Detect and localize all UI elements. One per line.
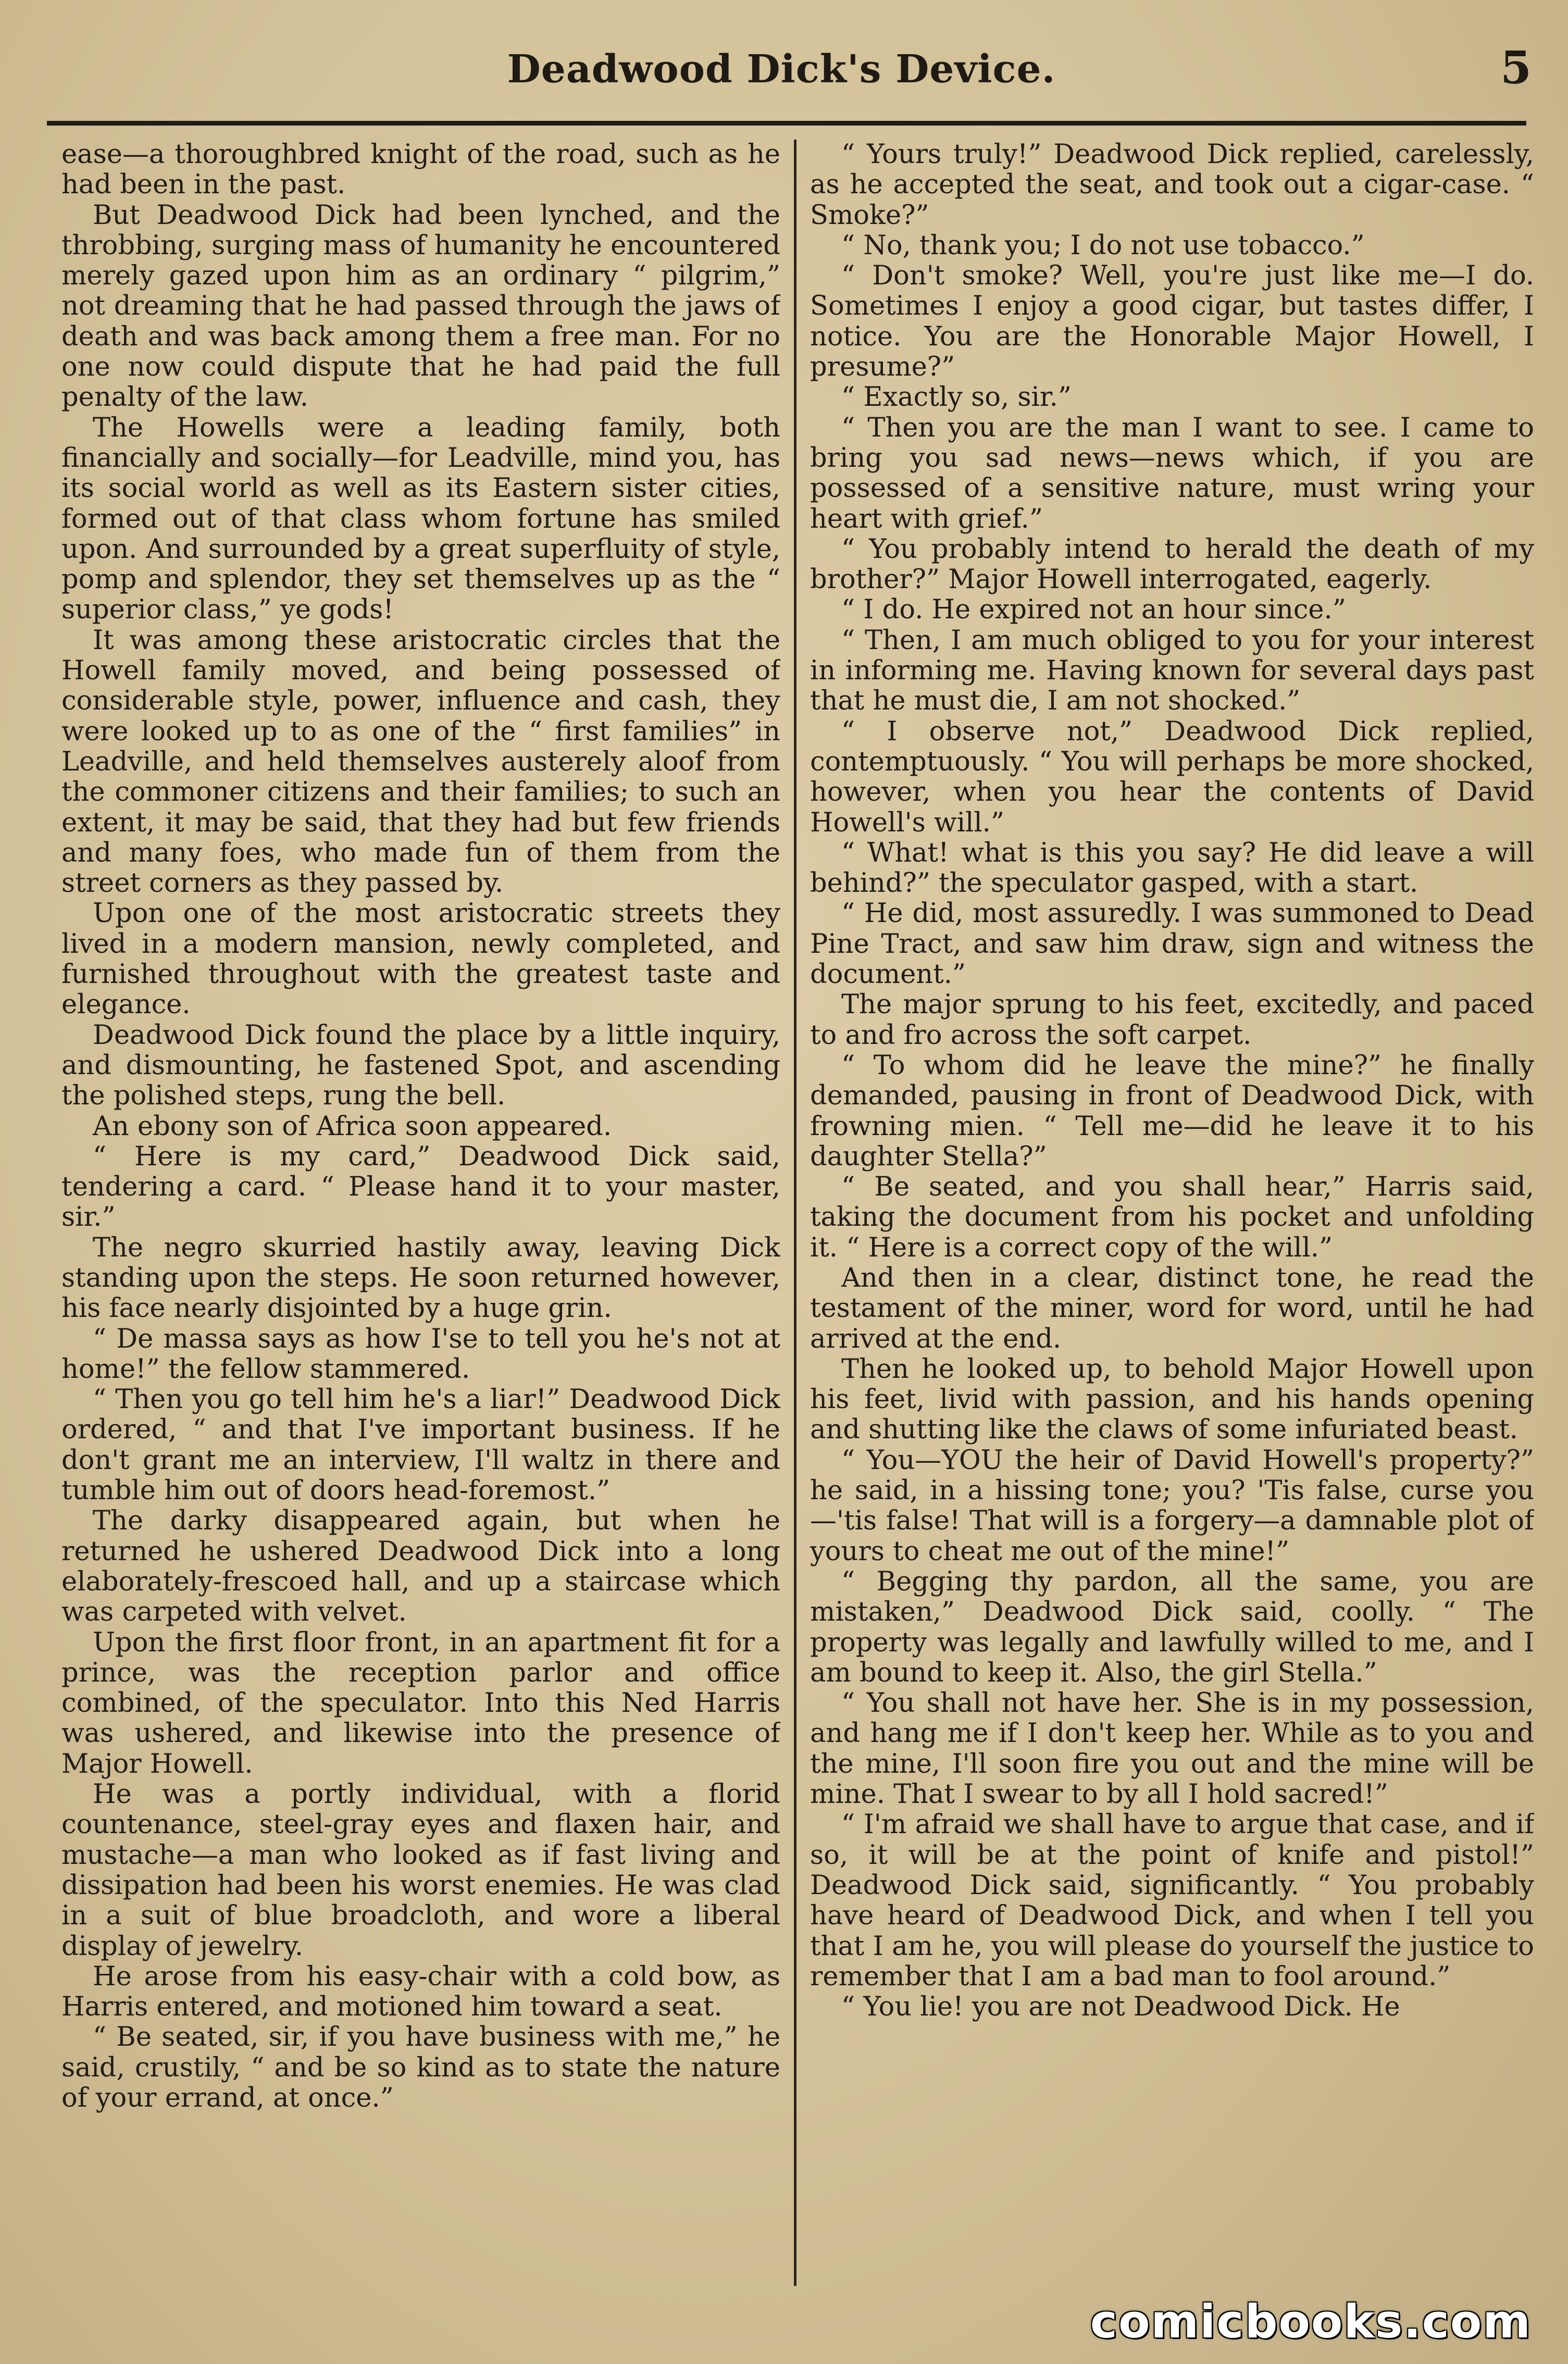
paragraph: It was among these aristocratic circles that the Howell family moved, and being possessed of considerable style, power, influence and cash, they were looked up to as one of the “ first families” in Leadville, and held themselves austerely aloof from the commoner citizens and their families; to such an extent, it may be said, that they had but few friends and many foes, who made fun of them from the street corners as they passed by. — [61, 625, 780, 899]
paragraph: “ No, thank you; I do not use tobacco.” — [841, 230, 1365, 261]
paragraph: “ What! what is this you say? He did leave a will behind?” the speculator gasped, with a start. — [810, 837, 1534, 899]
paragraph: Deadwood Dick found the place by a little inquiry, and dismounting, he fastened Spot, and ascending the polished steps, rung the bell. — [61, 1019, 780, 1112]
column-rule — [794, 140, 797, 2286]
paragraph: “ I observe not,” Deadwood Dick replied, contemptuously. “ You will perhaps be more shocked, however, when you hear the contents of David Howell's will.” — [810, 716, 1534, 838]
left-column — [61, 140, 780, 2296]
paragraph: He was a portly individual, with a florid countenance, steel-gray eyes and flaxen hair, and mustache—a man who looked as if fast living and dissipation had been his worst enemies. He was clad in a suit of blue broadcloth, and wore a liberal display of jewelry. — [61, 1779, 780, 1962]
paragraph: ease—a thoroughbred knight of the road, such as he had been in the past. — [61, 140, 780, 201]
paragraph: But Deadwood Dick had been lynched, and the throbbing, surging mass of humanity he encountered merely gazed upon him as an ordinary “ pilgrim,” not dreaming that he had passed through the jaws of death and was back among them a free man. For no one now could dispute that he had paid the full penalty of the law. — [61, 200, 780, 413]
paragraph: Then he looked up, to behold Major Howell upon his feet, livid with passion, and his hands opening and shutting like the claws of some infuriated beast. — [810, 1353, 1534, 1446]
paragraph: “ Yours truly!” Deadwood Dick replied, carelessly, as he accepted the seat, and took out a cigar-case. “ Smoke?” — [810, 140, 1534, 231]
right-column — [810, 140, 1534, 2296]
paragraph: The negro skurried hastily away, leaving Dick standing upon the steps. He soon returned however, his face nearly disjointed by a huge grin. — [61, 1232, 780, 1324]
paragraph: Upon one of the most aristocratic streets they lived in a modern mansion, newly completed, and furnished throughout with the greatest taste and elegance. — [61, 898, 780, 1021]
paragraph: The Howells were a leading family, both financially and socially—for Leadville, mind you, has its social world as well as its Eastern sister cities, formed out of that class whom fortune has smiled upon. And surrounded by a great superfluity of style, pomp and splendor, they set themselves up as the “ superior class,” ye gods! — [61, 412, 780, 626]
paragraph: “ I'm afraid we shall have to argue that case, and if so, it will be at the point of knife and pistol!” Deadwood Dick said, significantly. “ You probably have heard of Deadwood Dick, and when I tell you that I am he, you will please do yourself the justice to remember that I am a bad man to fool around.” — [810, 1809, 1534, 1992]
paragraph: “ I do. He expired not an hour since.” — [841, 594, 1346, 626]
paragraph: “ Be seated, sir, if you have business with me,” he said, crustily, “ and be so kind as to state the nature of your errand, at once.” — [61, 2022, 780, 2113]
paragraph: Upon the first floor front, in an apartment fit for a prince, was the reception parlor and office combined, of the speculator. Into this Ned Harris was ushered, and likewise into the presence of Major Howell. — [61, 1627, 780, 1780]
paragraph: “ Don't smoke? Well, you're just like me—I do. Sometimes I enjoy a good cigar, but tastes differ, I notice. You are the Honorable Major Howell, I presume?” — [810, 260, 1534, 383]
paragraph: “ Then, I am much obliged to you for your interest in informing me. Having known for several days past that he must die, I am not shocked.” — [810, 625, 1534, 717]
paragraph: The darky disappeared again, but when he returned he ushered Deadwood Dick into a long elaborately-frescoed hall, and up a staircase which was carpeted with velvet. — [61, 1506, 780, 1628]
paragraph: “ Then you are the man I want to see. I came to bring you sad news—news which, if you are possessed of a sensitive nature, must wring your heart with grief.” — [810, 412, 1534, 534]
paragraph: “ He did, most assuredly. I was summoned to Dead Pine Tract, and saw him draw, sign and witness the document.” — [810, 898, 1534, 990]
paragraph: “ You—YOU the heir of David Howell's property?” he said, in a hissing tone; you? 'Tis false, curse you—'tis false! That will is a forgery—a damnable plot of yours to cheat me out of the mine!” — [810, 1445, 1534, 1567]
source-watermark: comicbooks.com — [1090, 2295, 1532, 2348]
paragraph: “ Exactly so, sir.” — [841, 382, 1072, 413]
paragraph: “ De massa says as how I'se to tell you he's not at home!” the fellow stammered. — [61, 1323, 780, 1385]
paragraph: “ Begging thy pardon, all the same, you are mistaken,” Deadwood Dick said, coolly. “ The property was legally and lawfully willed to me, and I am bound to keep it. Also, the girl Stella.” — [810, 1566, 1534, 1688]
paragraph: An ebony son of Africa soon appeared. — [93, 1111, 612, 1142]
header-rule — [47, 121, 1526, 126]
running-title: Deadwood Dick's Device. — [507, 47, 1056, 92]
paragraph: “ Then you go tell him he's a liar!” Deadwood Dick ordered, “ and that I've important business. If he don't grant me an interview, I'll waltz in there and tumble him out of doors head-foremost.” — [61, 1384, 780, 1507]
paragraph: “ Here is my card,” Deadwood Dick said, tendering a card. “ Please hand it to your master, sir.” — [61, 1141, 780, 1233]
page-number: 5 — [1500, 42, 1532, 94]
paragraph: He arose from his easy-chair with a cold bow, as Harris entered, and motioned him toward a seat. — [61, 1961, 780, 2023]
paragraph: The major sprung to his feet, excitedly, and paced to and fro across the soft carpet. — [810, 989, 1534, 1051]
paragraph: “ You lie! you are not Deadwood Dick. He — [841, 1992, 1400, 2023]
paragraph: “ Be seated, and you shall hear,” Harris said, taking the document from his pocket and unfolding it. “ Here is a correct copy of the will.” — [810, 1172, 1534, 1263]
paragraph: And then in a clear, distinct tone, he read the testament of the miner, word for word, until he had arrived at the end. — [810, 1262, 1534, 1354]
page-header — [31, 36, 1532, 115]
paragraph: “ You probably intend to herald the death of my brother?” Major Howell interrogated, eagerly. — [810, 533, 1534, 595]
paragraph: “ You shall not have her. She is in my possession, and hang me if I don't keep her. While as to you and the mine, I'll soon fire you out and the mine will be mine. That I swear to by all I hold sacred!” — [810, 1688, 1534, 1810]
paragraph: “ To whom did he leave the mine?” he finally demanded, pausing in front of Deadwood Dick, with frowning mien. “ Tell me—did he leave it to his daughter Stella?” — [810, 1050, 1534, 1172]
